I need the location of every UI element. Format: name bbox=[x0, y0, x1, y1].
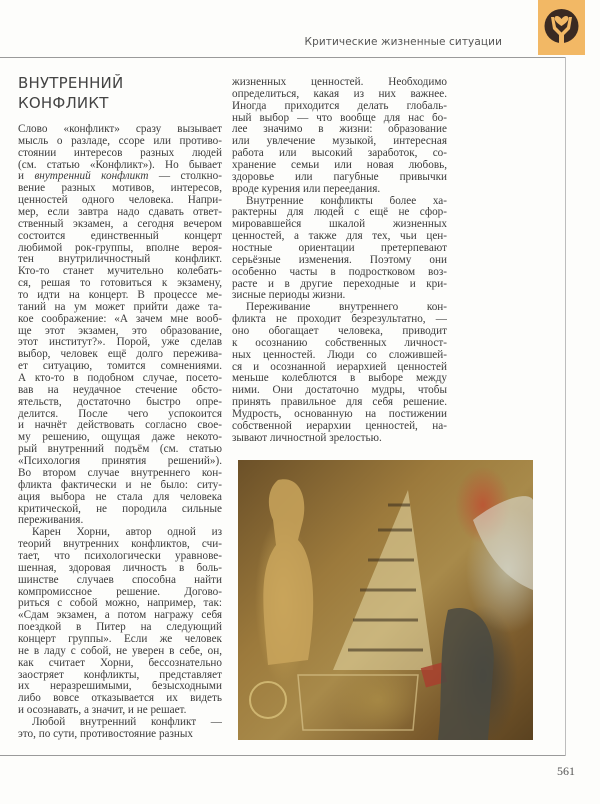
text-line: А кто-то в подобном случае, посето- bbox=[18, 373, 222, 385]
text-line: Карен Хорни, автор одной из bbox=[32, 527, 222, 539]
text-line: Слово «конфликт» сразу вызывает bbox=[18, 124, 222, 135]
paragraph bbox=[18, 527, 222, 717]
bottom-rule bbox=[0, 755, 565, 756]
text-line: то идти на концерт. В процессе ме- bbox=[18, 290, 222, 302]
text-line: ация выбора не стала для человека bbox=[18, 491, 222, 503]
text-line: здоровье или пагубные привычки bbox=[232, 171, 447, 183]
text-line: стоянии интересов разных людей bbox=[18, 147, 222, 159]
text-line: лее значимо в жизни: образование bbox=[232, 124, 447, 136]
text-line: этот институт?». Порой, уже сделав bbox=[18, 337, 222, 349]
painting-art bbox=[238, 460, 533, 740]
text-line: Переживание внутреннего кон- bbox=[246, 302, 447, 314]
text-line: заостряет конфликты, представляет bbox=[18, 669, 222, 681]
text-line: рый внутренний подъём (см. статью bbox=[18, 444, 222, 456]
text-line: меньше колеблются в выборе между bbox=[232, 373, 447, 385]
text-line: оно обогащает человека, приводит bbox=[232, 326, 447, 338]
text-line: ственный экзамен, а сегодня вечером bbox=[18, 218, 222, 230]
text-line: поездкой в Питер на следующий bbox=[18, 622, 222, 634]
text-line: «Психология принятия решений»). bbox=[18, 456, 222, 468]
text-line: работа или высокий заработок, со- bbox=[232, 148, 447, 160]
section-logo bbox=[538, 0, 585, 55]
text-line: фликта фактически и не было: ситу- bbox=[18, 479, 222, 491]
text-span: — столкно- bbox=[148, 171, 222, 183]
text-line: ценностей одного человека. Напри- bbox=[18, 195, 222, 207]
frame-right-rule bbox=[565, 57, 566, 756]
section-title: Критические жизненные ситуации bbox=[304, 36, 502, 48]
text-line: собственной иерархии ценностей, на- bbox=[232, 420, 447, 432]
text-line: и начнёт действовать согласно свое- bbox=[18, 420, 222, 432]
emphasized-term: внутренний конфликт bbox=[34, 171, 149, 183]
paragraph bbox=[232, 302, 447, 444]
text-line: серьёзные изменения. Поэтому они bbox=[232, 254, 447, 266]
text-line: Во втором случае внутреннего кон- bbox=[18, 467, 222, 479]
title-line-2: КОНФЛИКТ bbox=[18, 94, 109, 112]
text-line: Внутренние конфликты более ха- bbox=[246, 195, 447, 207]
hands-holding-heart-icon bbox=[544, 5, 579, 47]
text-line: Иногда приходится делать глобаль- bbox=[232, 100, 447, 112]
text-line: фликта не проходит безрезультатно, — bbox=[232, 314, 447, 326]
text-line: ся, решая то готовиться к экзамену, bbox=[18, 278, 222, 290]
page-number: 561 bbox=[557, 764, 575, 778]
text-column-1 bbox=[18, 124, 222, 741]
text-line: или увлечение музыкой, интересная bbox=[232, 136, 447, 148]
paragraph bbox=[232, 77, 447, 196]
text-line: кое соображение: «А зачем мне вооб- bbox=[18, 313, 222, 325]
text-line: критической, не породила сильные bbox=[18, 503, 222, 515]
text-line: ет ситуацию, томится сомнениями. bbox=[18, 361, 222, 373]
text-line: Мудрость, основанную на постижении bbox=[232, 409, 447, 421]
text-line: и осознавать, а значит, и не решает. bbox=[18, 705, 187, 717]
text-line: мысль о разладе, ссоре или противо- bbox=[18, 135, 222, 147]
article-title bbox=[18, 73, 123, 113]
text-line: зисные периоды жизни. bbox=[232, 290, 346, 302]
text-line: ятельств, достаточно быстро опре- bbox=[18, 396, 222, 408]
text-line: ся и осознанной иерархией ценностей bbox=[232, 361, 447, 373]
text-line: жизненных ценностей. Необходимо bbox=[232, 77, 447, 88]
text-line: принять правильное для себя решение. bbox=[232, 397, 447, 409]
text-line: как считает Хорни, бессознательно bbox=[18, 657, 222, 669]
text-line: Кто-то станет мучительно колебать- bbox=[18, 266, 222, 278]
text-line: ных ценностей. Люди со сложившей- bbox=[232, 349, 447, 361]
text-line: «Сдам экзамен, а потом награжу себя bbox=[18, 610, 222, 622]
illustration-painting bbox=[238, 460, 533, 740]
text-line: переживания. bbox=[18, 515, 84, 527]
text-line: это, по сути, противостояние разных bbox=[18, 728, 194, 740]
paragraph bbox=[232, 196, 447, 303]
text-line: ностные ориентации претерпевают bbox=[232, 243, 447, 255]
text-line: особенно часты в подростковом воз- bbox=[232, 266, 447, 278]
text-line: Любой внутренний конфликт — bbox=[32, 716, 222, 728]
text-line: либо вовсе отказывается их видеть bbox=[18, 693, 222, 705]
text-line: к осознанию собственных личност- bbox=[232, 337, 447, 349]
text-line: концерт группы». Если же человек bbox=[18, 633, 222, 645]
text-line: таний на ум может прийти даже та- bbox=[18, 301, 222, 313]
paragraph bbox=[18, 717, 222, 741]
paragraph bbox=[18, 124, 222, 527]
text-line: ще этот экзамен, это образование, bbox=[18, 325, 222, 337]
text-span: и bbox=[18, 171, 35, 183]
text-line: выбор, человек ещё долго пережива- bbox=[18, 349, 222, 361]
title-line-1: ВНУТРЕННИЙ bbox=[18, 74, 124, 92]
text-line: шенная, здоровая личность в боль- bbox=[18, 562, 222, 574]
text-line: мер, если завтра надо сдавать ответ- bbox=[18, 207, 222, 219]
text-line: риться с собой можно, например, так: bbox=[18, 598, 222, 610]
text-line: их неразрешимыми, безысходными bbox=[18, 681, 222, 693]
top-rule bbox=[0, 57, 565, 58]
text-line: шинстве случаев способна найти bbox=[18, 574, 222, 586]
text-line: состоится единственный концерт bbox=[18, 230, 222, 242]
text-line: теорий внутренних конфликтов, счи- bbox=[18, 539, 222, 551]
text-line: (см. статью «Конфликт»). Но бывает bbox=[18, 159, 222, 171]
text-line: определиться, какая из них важнее. bbox=[232, 88, 447, 100]
text-line: расте и в другие переходные и кри- bbox=[232, 278, 447, 290]
text-line: не в ладу с собой, не уверен в себе, он, bbox=[18, 645, 222, 657]
text-line: компромиссное решение. Догово- bbox=[18, 586, 222, 598]
text-line bbox=[18, 171, 222, 183]
text-line: ценностей, а также для тех, чьи цен- bbox=[232, 231, 447, 243]
text-column-2 bbox=[232, 77, 447, 445]
text-line: тен внутриличностный конфликт. bbox=[18, 254, 222, 266]
text-line: му решению, ощущая даже некото- bbox=[18, 432, 222, 444]
text-line: зывают личностной зрелостью. bbox=[232, 432, 382, 444]
text-line: ними. Они достаточно мудры, чтобы bbox=[232, 385, 447, 397]
text-line: вение разных мотивов, интересов, bbox=[18, 183, 222, 195]
text-line: вав на неудачное стечение обсто- bbox=[18, 384, 222, 396]
text-line: ный выбор — что вообще для нас бо- bbox=[232, 112, 447, 124]
text-line: рактерны для людей с ещё не сфор- bbox=[232, 207, 447, 219]
text-line: мировавшейся шкалой жизненных bbox=[232, 219, 447, 231]
text-line: вроде курения или переедания. bbox=[232, 183, 381, 195]
text-line: любимой рок-группы, вполне вероя- bbox=[18, 242, 222, 254]
text-line: хранение семьи или новая любовь, bbox=[232, 160, 447, 172]
text-line: тает, что психологически уравнове- bbox=[18, 550, 222, 562]
text-line: делится. После чего успокоится bbox=[18, 408, 222, 420]
